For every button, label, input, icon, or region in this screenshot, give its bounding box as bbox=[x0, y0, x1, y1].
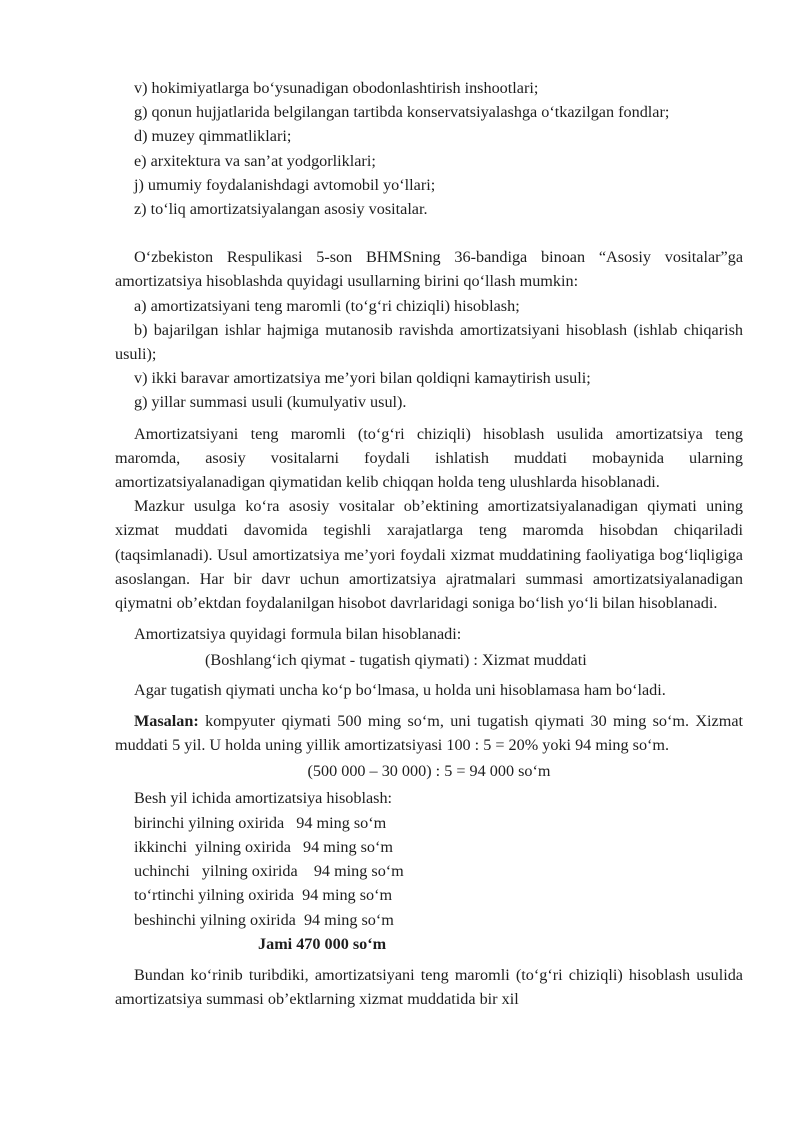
list-item: d) muzey qimmatliklari; bbox=[134, 127, 292, 146]
paragraph: Amortizatsiyani teng maromli (to‘g‘ri chiziqli) hisoblash usulida amortizatsiya teng maromda, asosiy vositalarni foydali ishlatish muddati mobaynida ularning amortizatsiyalanadigan qiymatidan kelib chiqqan holda teng ulushlarda hisoblanadi. bbox=[115, 424, 743, 492]
example-text: kompyuter qiymati 500 ming so‘m, uni tugatish qiymati 30 ming so‘m. Xizmat muddati 5 yil. U holda uning yillik amortizatsiyasi 100 : 5 = 20% yoki 94 ming so‘m. bbox=[115, 711, 743, 755]
schedule-row: uchinchi yilning oxirida 94 ming so‘m bbox=[134, 862, 404, 881]
list-item: j) umumiy foydalanishdagi avtomobil yo‘llari; bbox=[134, 175, 436, 194]
list-item: v) hokimiyatlarga bo‘ysunadigan obodonlashtirish inshootlari; bbox=[134, 79, 539, 97]
formula-intro: Amortizatsiya quyidagi formula bilan hisoblanadi: bbox=[134, 625, 462, 644]
list-item: z) to‘liq amortizatsiyalangan asosiy vositalar. bbox=[134, 200, 428, 219]
formula: (Boshlang‘ich qiymat - tugatish qiymati) : Xizmat muddati bbox=[205, 651, 587, 670]
list-item: g) qonun hujjatlarida belgilangan tartibda konservatsiyalashga o‘tkazilgan fondlar; bbox=[134, 103, 670, 122]
schedule-total: Jami 470 000 so‘m bbox=[258, 934, 387, 953]
list-item: e) arxitektura va san’at yodgorliklari; bbox=[134, 151, 376, 170]
schedule-row: birinchi yilning oxirida 94 ming so‘m bbox=[134, 813, 387, 832]
method-item: g) yillar summasi usuli (kumulyativ usul). bbox=[134, 393, 407, 412]
example-formula: (500 000 – 30 000) : 5 = 94 000 so‘m bbox=[307, 762, 551, 781]
schedule-row: to‘rtinchi yilning oxirida 94 ming so‘m bbox=[134, 886, 393, 905]
method-item: b) bajarilgan ishlar hajmiga mutanosib ravishda amortizatsiyani hisoblash (ishlab chiqarish usuli); bbox=[115, 320, 743, 364]
paragraph: Mazkur usulga ko‘ra asosiy vositalar ob’ektining amortizatsiyalanadigan qiymati uning xizmat muddati davomida tegishli xarajatlarga teng maromda hisobdan chiqariladi (taqsimlanadi). Usul amortizatsiya me’yori foydali xizmat muddatining faoliyatiga bog‘liqligiga asoslangan. Har bir davr uchun amortizatsiya ajratmalari summasi amortizatsiyalanadigan qiymatni ob’ektdan foydalanilgan hisobot davrlaridagi soniga bo‘lish yo‘li bilan hisoblanadi. bbox=[115, 497, 743, 613]
method-item: a) amortizatsiyani teng maromli (to‘g‘ri chiziqli) hisoblash; bbox=[134, 296, 520, 315]
document-page bbox=[115, 76, 743, 1011]
schedule-row: ikkinchi yilning oxirida 94 ming so‘m bbox=[134, 837, 393, 856]
intro-paragraph: O‘zbekiston Respulikasi 5-son BHMSning 36-bandiga binoan “Asosiy vositalar”ga amortizatsiya hisoblashda quyidagi usullarning birini qo‘llash mumkin: bbox=[115, 248, 743, 291]
closing-paragraph: Bundan ko‘rinib turibdiki, amortizatsiyani teng maromli (to‘g‘ri chiziqli) hisoblash usulida amortizatsiya summasi ob’ektlarning xizmat muddatida bir xil bbox=[115, 965, 743, 1009]
example-label: Masalan: bbox=[134, 711, 199, 730]
schedule-title: Besh yil ichida amortizatsiya hisoblash: bbox=[134, 789, 393, 808]
method-item: v) ikki baravar amortizatsiya me’yori bilan qoldiqni kamaytirish usuli; bbox=[134, 369, 591, 388]
paragraph: Agar tugatish qiymati uncha ko‘p bo‘lmasa, u holda uni hisoblamasa ham bo‘ladi. bbox=[134, 680, 666, 699]
schedule-row: beshinchi yilning oxirida 94 ming so‘m bbox=[134, 910, 394, 929]
example-paragraph bbox=[115, 709, 743, 757]
